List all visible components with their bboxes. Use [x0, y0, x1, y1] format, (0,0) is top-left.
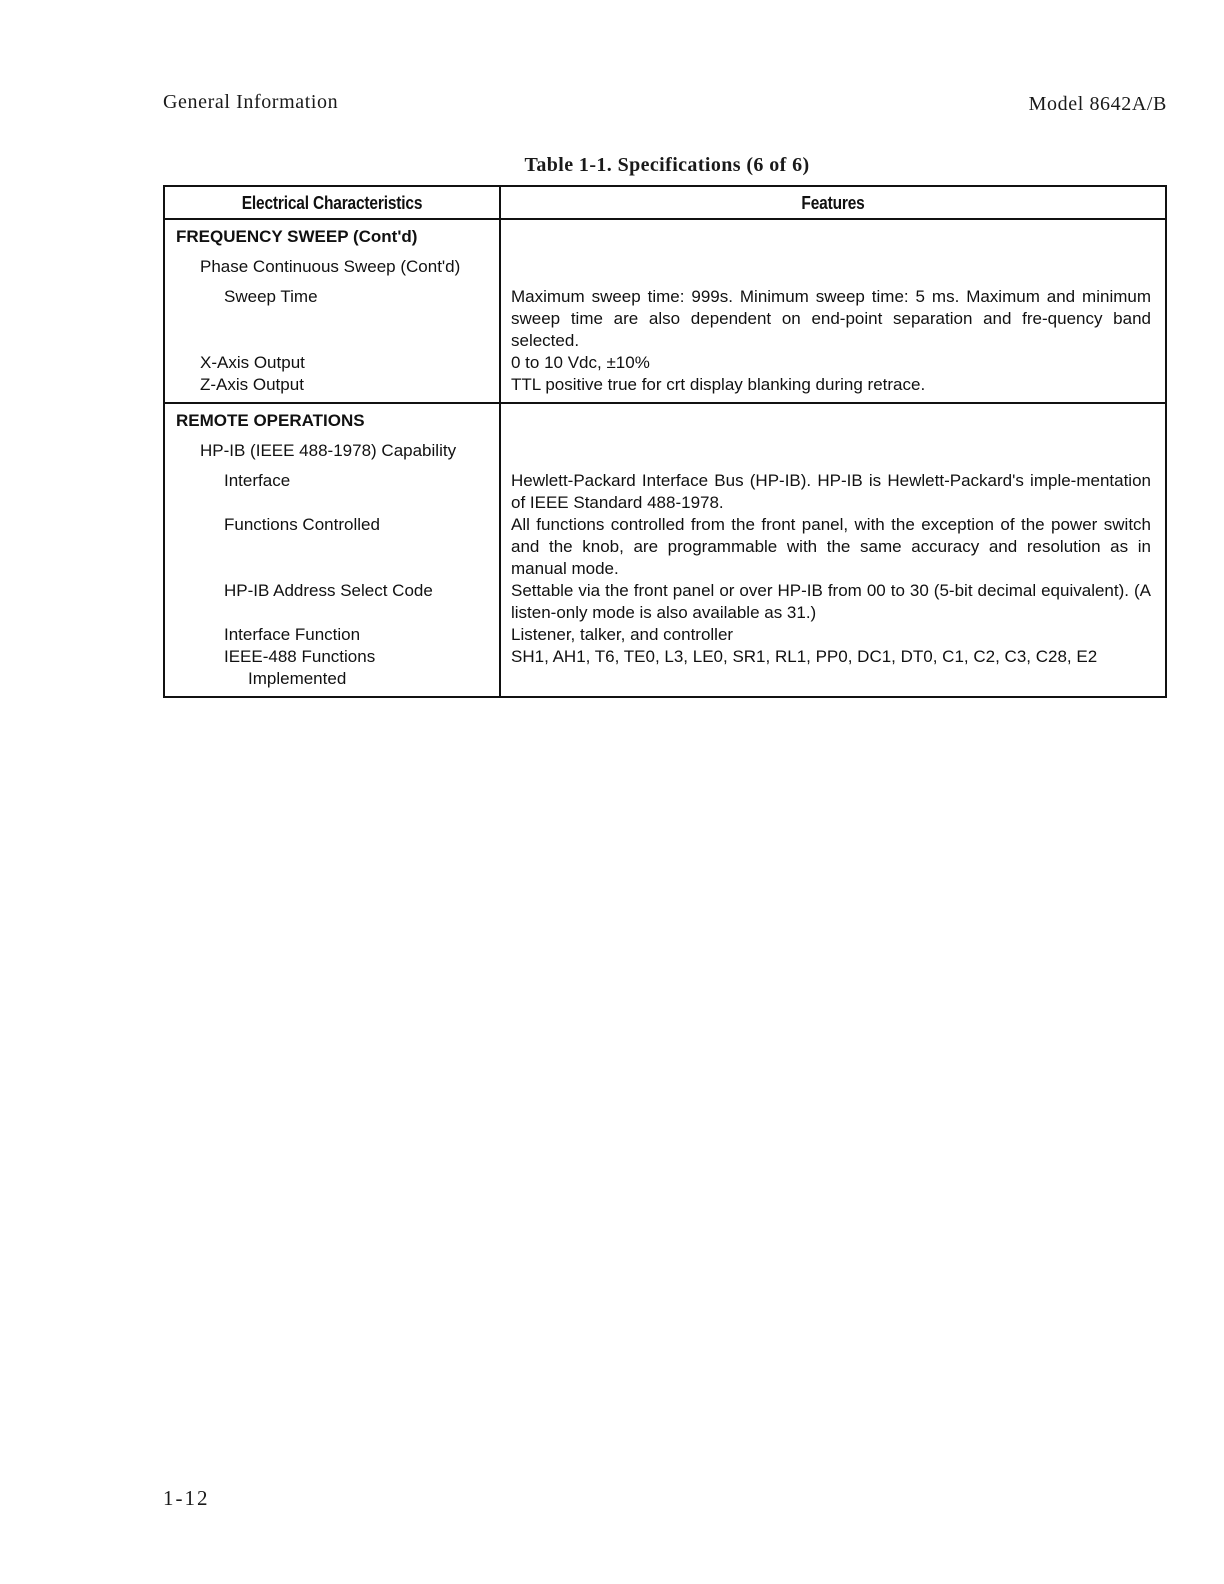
table-row: [164, 403, 1166, 432]
label-x-axis-output: X-Axis Output: [200, 353, 305, 372]
running-header-section: General Information: [163, 91, 339, 113]
table-row: [164, 219, 1166, 248]
table-caption-text: Table 1-1. Specifications (6 of 6): [524, 154, 810, 176]
section-remote-operations: REMOTE OPERATIONS: [176, 411, 365, 430]
value-ieee-functions: SH1, AH1, T6, TE0, L3, LE0, SR1, RL1, PP0, DC1, DT0, C1, C2, C3, C28, E2: [511, 647, 1098, 666]
running-header-model: Model 8642A/B: [1028, 93, 1167, 115]
table-row: [164, 580, 1166, 624]
table-row: [164, 352, 1166, 374]
table-row: [164, 624, 1166, 646]
table-row: [164, 432, 1166, 462]
column-header-electrical: Electrical Characteristics: [188, 186, 477, 219]
table-row: [164, 248, 1166, 278]
label-z-axis-output: Z-Axis Output: [200, 375, 304, 394]
table-row: [164, 278, 1166, 352]
table-row: [164, 646, 1166, 697]
label-address-select-code: HP-IB Address Select Code: [224, 581, 433, 600]
value-interface-function: Listener, talker, and controller: [511, 625, 734, 644]
value-functions-controlled: All functions controlled from the front panel, with the exception of the power switch and the knob, are programmable with the same accuracy and resolution as in manual mode.: [511, 515, 1151, 578]
value-interface: Hewlett-Packard Interface Bus (HP-IB). HP-IB is Hewlett-Packard's imple-mentation of IEEE Standard 488-1978.: [511, 471, 1151, 512]
value-z-axis-output: TTL positive true for crt display blanking during retrace.: [511, 375, 926, 394]
label-interface-function: Interface Function: [224, 625, 361, 644]
label-ieee-functions-line2: Implemented: [248, 669, 347, 688]
page-number: 1-12: [163, 1486, 210, 1510]
label-sweep-time: Sweep Time: [224, 287, 318, 306]
table-row: [164, 514, 1166, 580]
value-address-select-code: Settable via the front panel or over HP-IB from 00 to 30 (5-bit decimal equivalent). (A listen-only mode is also available as 31.): [511, 581, 1151, 622]
label-ieee-functions-line1: IEEE-488 Functions: [224, 647, 376, 666]
specifications-table: [163, 185, 1167, 698]
table-row: [164, 374, 1166, 403]
subsection-hpib-capability: HP-IB (IEEE 488-1978) Capability: [200, 441, 457, 460]
label-functions-controlled: Functions Controlled: [224, 515, 380, 534]
label-interface: Interface: [224, 471, 291, 490]
value-x-axis-output: 0 to 10 Vdc, ±10%: [511, 353, 650, 372]
table-row: [164, 462, 1166, 514]
section-frequency-sweep: FREQUENCY SWEEP (Cont'd): [176, 227, 418, 246]
subsection-phase-continuous: Phase Continuous Sweep (Cont'd): [200, 257, 461, 276]
column-header-features: Features: [547, 186, 1120, 219]
value-sweep-time: Maximum sweep time: 999s. Minimum sweep time: 5 ms. Maximum and minimum sweep time are also dependent on end-point separation and fre-quency band selected.: [511, 287, 1151, 350]
table-header-row: [164, 186, 1166, 219]
table-caption: [0, 154, 1224, 177]
